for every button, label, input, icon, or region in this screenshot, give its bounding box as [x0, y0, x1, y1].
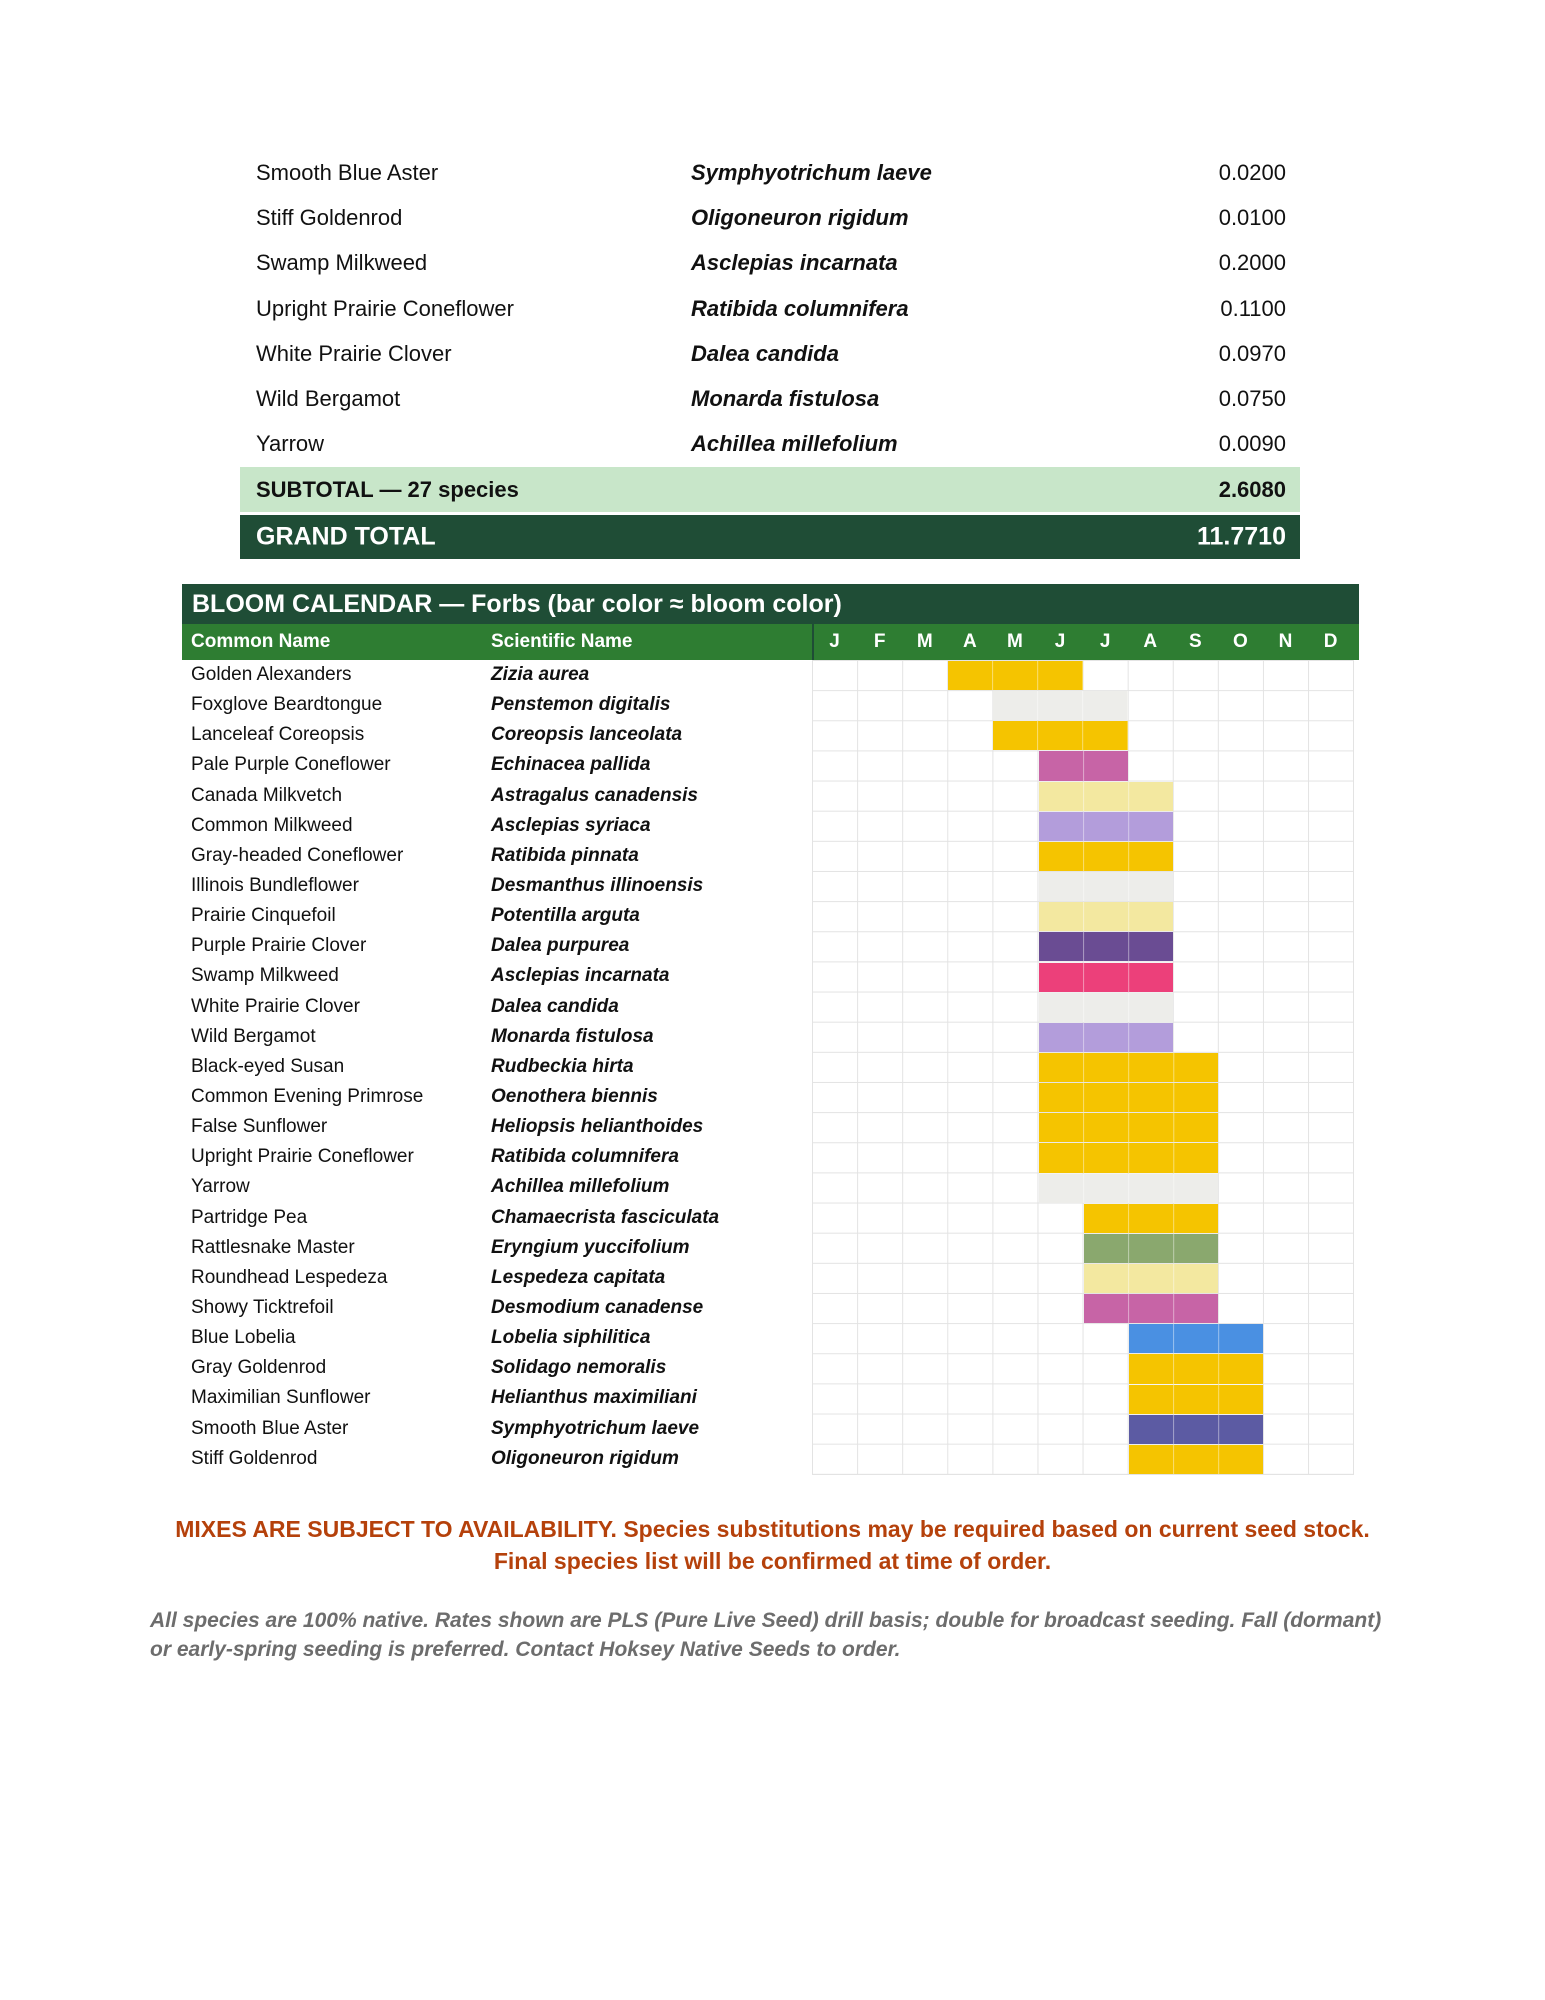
species-rate-table [240, 150, 1300, 559]
bloom-bar [1039, 1023, 1173, 1052]
common-name: Stiff Goldenrod [256, 204, 403, 230]
scientific-name-header: Scientific Name [491, 631, 633, 652]
scientific-name: Monarda fistulosa [691, 386, 880, 412]
species-row [240, 241, 1300, 286]
calendar-row [182, 1353, 812, 1383]
grand-total-row [240, 515, 1300, 559]
common-name: Canada Milkvetch [191, 784, 343, 806]
common-name: Partridge Pea [191, 1206, 308, 1228]
calendar-row [182, 1383, 812, 1413]
scientific-name: Astragalus canadensis [491, 784, 698, 806]
subtotal-row [240, 467, 1300, 512]
bloom-bar [1084, 1204, 1218, 1233]
bloom-calendar-title-bar [182, 584, 1359, 624]
common-name: Golden Alexanders [191, 664, 352, 686]
month-header: O [1233, 631, 1248, 652]
common-name-header: Common Name [191, 631, 331, 652]
calendar-row [182, 841, 812, 871]
common-name: Common Evening Primrose [191, 1086, 424, 1108]
calendar-row [182, 931, 812, 961]
seeding-rate: 0.0970 [1218, 340, 1286, 366]
month-header: N [1278, 631, 1293, 652]
species-row [240, 422, 1300, 467]
common-name: Gray-headed Coneflower [191, 844, 404, 866]
common-name: Common Milkweed [191, 814, 353, 836]
bloom-bar [1039, 932, 1173, 961]
bloom-bar [1039, 751, 1128, 780]
scientific-name: Desmodium canadense [491, 1297, 704, 1319]
common-name: Yarrow [256, 431, 325, 457]
bloom-bar [1039, 1174, 1218, 1203]
common-name: Showy Ticktrefoil [191, 1297, 334, 1319]
common-name: Wild Bergamot [256, 386, 401, 412]
calendar-row [182, 992, 812, 1022]
calendar-row [182, 1263, 812, 1293]
seeding-rate: 0.0090 [1218, 431, 1286, 457]
bloom-bar [1039, 902, 1173, 931]
common-name: Illinois Bundleflower [191, 875, 359, 897]
common-name: Smooth Blue Aster [256, 159, 439, 185]
species-row [240, 331, 1300, 376]
species-row [240, 195, 1300, 240]
calendar-row [182, 750, 812, 780]
common-name: Foxglove Beardtongue [191, 694, 383, 716]
bloom-bar [1039, 1053, 1218, 1082]
scientific-name: Eryngium yuccifolium [491, 1236, 690, 1258]
common-name: Purple Prairie Clover [191, 935, 367, 957]
common-name: Gray Goldenrod [191, 1357, 327, 1379]
bloom-bar [1039, 963, 1173, 992]
month-header: J [1099, 631, 1111, 652]
bloom-bar [1129, 1324, 1263, 1353]
species-row [240, 286, 1300, 331]
scientific-name: Potentilla arguta [491, 905, 640, 927]
scientific-name: Ratibida pinnata [491, 844, 639, 866]
calendar-row [182, 1203, 812, 1233]
common-name: Roundhead Lespedeza [191, 1266, 388, 1288]
bloom-bar [1129, 1445, 1263, 1474]
bloom-bar [1039, 1143, 1218, 1172]
common-name: Rattlesnake Master [191, 1236, 355, 1258]
calendar-row [182, 961, 812, 991]
scientific-name: Solidago nemoralis [491, 1357, 667, 1379]
bloom-bar [1129, 1354, 1263, 1383]
month-header: S [1189, 631, 1202, 652]
common-name: Prairie Cinquefoil [191, 905, 336, 927]
common-name: False Sunflower [191, 1116, 328, 1138]
bloom-bar [1039, 842, 1173, 871]
bloom-bar [1039, 1083, 1218, 1112]
scientific-name: Oligoneuron rigidum [691, 204, 909, 230]
scientific-name: Symphyotrichum laeve [491, 1417, 700, 1439]
common-name: Upright Prairie Coneflower [256, 295, 514, 321]
calendar-row [182, 1052, 812, 1082]
month-header: A [1143, 631, 1158, 652]
grand-total-label: GRAND TOTAL [256, 522, 436, 551]
calendar-row [182, 1142, 812, 1172]
seeding-rate: 0.0200 [1218, 159, 1286, 185]
scientific-name: Rudbeckia hirta [491, 1055, 634, 1077]
grand-total-value: 11.7710 [1197, 522, 1286, 551]
bloom-bar [1084, 1294, 1218, 1323]
common-name: Yarrow [191, 1176, 250, 1198]
calendar-row [182, 1414, 812, 1444]
bloom-bar [1129, 1415, 1263, 1444]
scientific-name: Asclepias incarnata [691, 250, 898, 276]
scientific-name: Penstemon digitalis [491, 694, 671, 716]
scientific-name: Dalea candida [491, 995, 619, 1017]
bloom-bar [1129, 1385, 1263, 1414]
common-name: Upright Prairie Coneflower [191, 1146, 414, 1168]
bloom-bar [1039, 782, 1173, 811]
scientific-name: Ratibida columnifera [491, 1146, 679, 1168]
common-name: White Prairie Clover [191, 995, 360, 1017]
calendar-row [182, 781, 812, 811]
common-name: Swamp Milkweed [256, 250, 428, 276]
scientific-name: Monarda fistulosa [491, 1025, 654, 1047]
calendar-row [182, 1233, 812, 1263]
bloom-calendar-species-list [182, 660, 812, 1474]
scientific-name: Asclepias incarnata [491, 965, 670, 987]
bloom-calendar-header [182, 624, 1359, 660]
scientific-name: Oenothera biennis [491, 1086, 658, 1108]
scientific-name: Chamaecrista fasciculata [491, 1206, 720, 1228]
bloom-bar [993, 721, 1127, 750]
subtotal-value: 2.6080 [1218, 476, 1286, 502]
calendar-row [182, 1323, 812, 1353]
calendar-row [182, 1293, 812, 1323]
common-name: Smooth Blue Aster [191, 1417, 349, 1439]
scientific-name: Dalea purpurea [491, 935, 630, 957]
common-name: Black-eyed Susan [191, 1055, 345, 1077]
scientific-name: Achillea millefolium [691, 431, 898, 457]
seeding-rate: 0.1100 [1220, 295, 1286, 321]
bloom-bar [1039, 993, 1173, 1022]
common-name: White Prairie Clover [256, 340, 452, 366]
month-header: A [962, 631, 977, 652]
bloom-bar [1039, 1113, 1218, 1142]
scientific-name: Zizia aurea [491, 664, 590, 686]
calendar-row [182, 720, 812, 750]
subtotal-label: SUBTOTAL — 27 species [256, 476, 519, 502]
scientific-name: Echinacea pallida [491, 754, 651, 776]
bloom-bar [1039, 812, 1173, 841]
availability-notice: MIXES ARE SUBJECT TO AVAILABILITY. Species substitutions may be required based on current seed stock. Final species list will be confirmed at time of order. [175, 1516, 1370, 1574]
bloom-calendar-title: BLOOM CALENDAR — Forbs (bar color ≈ bloom color) [192, 590, 842, 618]
month-header: J [829, 631, 840, 652]
bloom-bar [993, 691, 1127, 720]
calendar-row [182, 690, 812, 720]
bloom-bar [1084, 1234, 1218, 1263]
scientific-name: Dalea candida [691, 340, 839, 366]
calendar-row [182, 871, 812, 901]
scientific-name: Symphyotrichum laeve [691, 159, 932, 185]
scientific-name: Heliopsis helianthoides [491, 1116, 704, 1138]
calendar-row [182, 901, 812, 931]
calendar-row [182, 1022, 812, 1052]
common-name: Swamp Milkweed [191, 965, 339, 987]
scientific-name: Desmanthus illinoensis [491, 875, 704, 897]
common-name: Lanceleaf Coreopsis [191, 724, 365, 746]
seeding-rate: 0.0100 [1218, 204, 1286, 230]
month-header: M [1007, 631, 1023, 652]
calendar-row [182, 1444, 812, 1474]
scientific-name: Ratibida columnifera [691, 295, 909, 321]
calendar-row [182, 660, 812, 690]
bloom-bar [948, 661, 1082, 690]
calendar-row [182, 1082, 812, 1112]
calendar-row [182, 811, 812, 841]
common-name: Blue Lobelia [191, 1327, 296, 1349]
seeding-rate: 0.0750 [1218, 386, 1286, 412]
scientific-name: Lobelia siphilitica [491, 1327, 651, 1349]
scientific-name: Asclepias syriaca [491, 814, 651, 836]
seeding-rate: 0.2000 [1218, 250, 1286, 276]
scientific-name: Achillea millefolium [491, 1176, 670, 1198]
species-rows [240, 150, 1300, 467]
calendar-row [182, 1172, 812, 1202]
common-name: Wild Bergamot [191, 1025, 316, 1047]
month-header: M [916, 631, 933, 652]
species-row [240, 150, 1300, 195]
month-header: D [1323, 631, 1338, 652]
common-name: Pale Purple Coneflower [191, 754, 391, 776]
month-header: J [1054, 631, 1066, 652]
scientific-name: Lespedeza capitata [491, 1266, 666, 1288]
calendar-row [182, 1112, 812, 1142]
bloom-bar [1084, 1264, 1218, 1293]
bloom-calendar-grid [812, 660, 1354, 1475]
species-row [240, 376, 1300, 421]
common-name: Stiff Goldenrod [191, 1447, 318, 1469]
month-header: F [873, 631, 886, 652]
seeding-footnote: All species are 100% native. Rates shown are PLS (Pure Live Seed) drill basis; double for broadcast seeding. Fall (dormant) or early-spring seeding is preferred. Contact Hoksey Native Seeds to order. [150, 1609, 1382, 1661]
common-name: Maximilian Sunflower [191, 1387, 371, 1409]
scientific-name: Helianthus maximiliani [491, 1387, 697, 1409]
scientific-name: Oligoneuron rigidum [491, 1447, 679, 1469]
bloom-bar [1039, 872, 1173, 901]
scientific-name: Coreopsis lanceolata [491, 724, 683, 746]
